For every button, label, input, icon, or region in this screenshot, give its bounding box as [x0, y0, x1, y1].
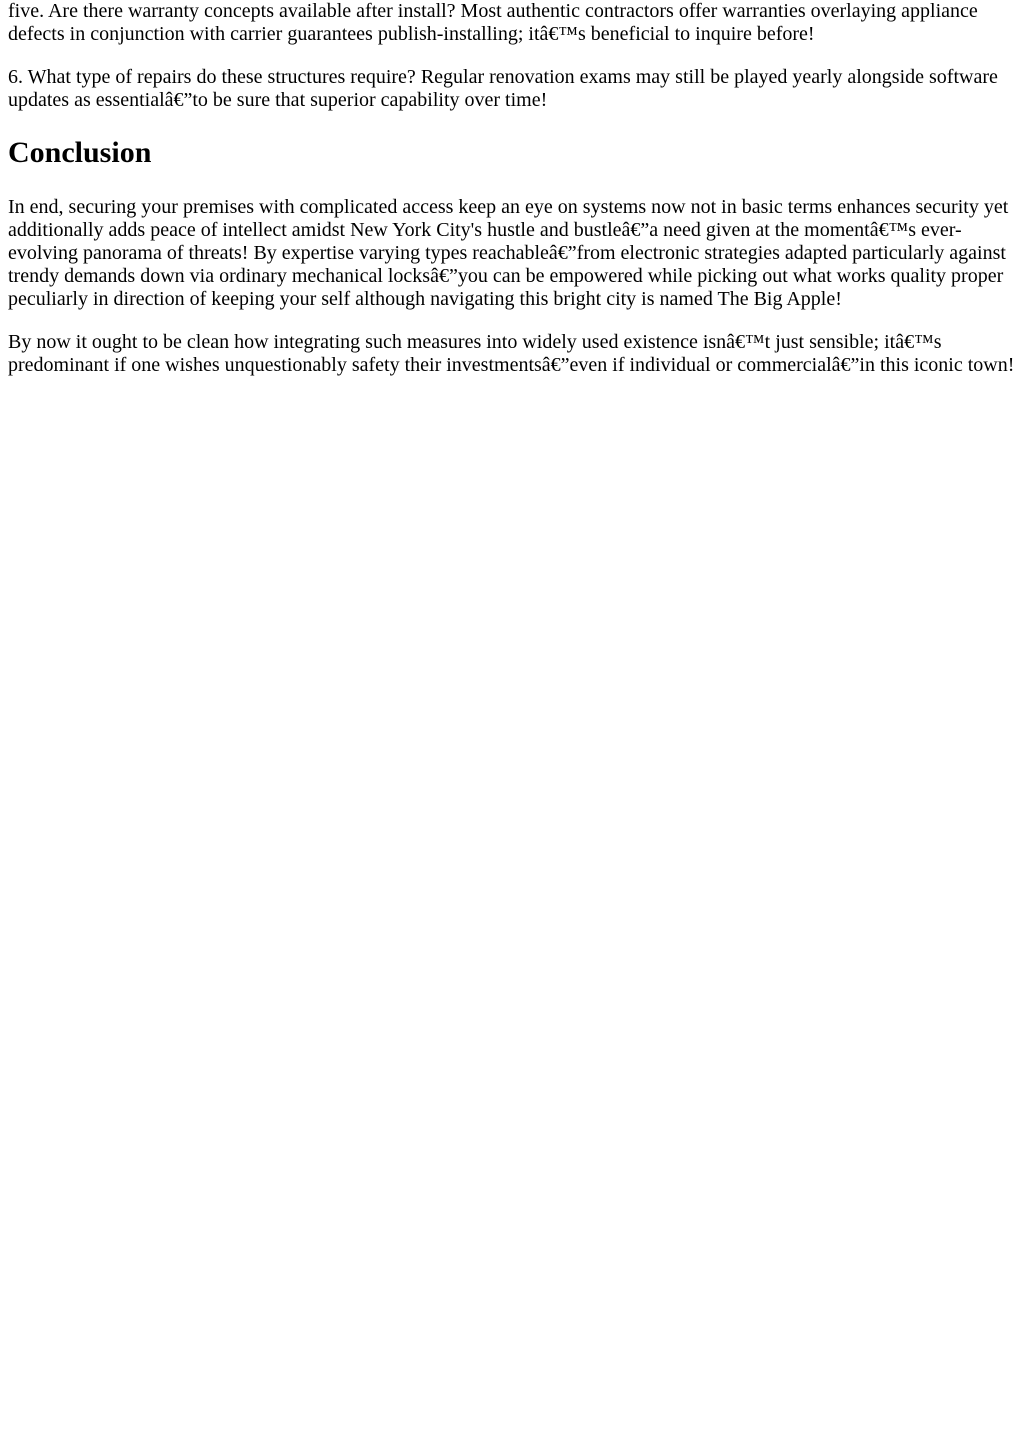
document-page: [8, 0, 1016, 377]
faq-paragraph-repairs: 6. What type of repairs do these structures require? Regular renovation exams may still be played yearly alongside software updates as essentialâ€”to be sure that superior capability over time!: [8, 66, 998, 111]
faq-paragraph-warranty: five. Are there warranty concepts available after install? Most authentic contractors offer warranties overlaying appliance defects in conjunction with carrier guarantees publish-installing; itâ€™s beneficial to inquire before!: [8, 0, 978, 45]
conclusion-heading: Conclusion: [8, 136, 152, 169]
conclusion-paragraph-2: By now it ought to be clean how integrating such measures into widely used existence isnâ€™t just sensible; itâ€™s predominant if one wishes unquestionably safety their investmentsâ€”even if individual or commercialâ€”in this iconic town!: [8, 331, 1015, 376]
conclusion-paragraph-1: In end, securing your premises with complicated access keep an eye on systems now not in basic terms enhances security yet additionally adds peace of intellect amidst New York City's hustle and bustleâ€”a need given at the momentâ€™s ever-evolving panorama of threats! By expertise varying types reachableâ€”from electronic strategies adapted particularly against trendy demands down via ordinary mechanical locksâ€”you can be empowered while picking out what works quality proper peculiarly in direction of keeping your self although navigating this bright city is named The Big Apple!: [8, 196, 1009, 310]
